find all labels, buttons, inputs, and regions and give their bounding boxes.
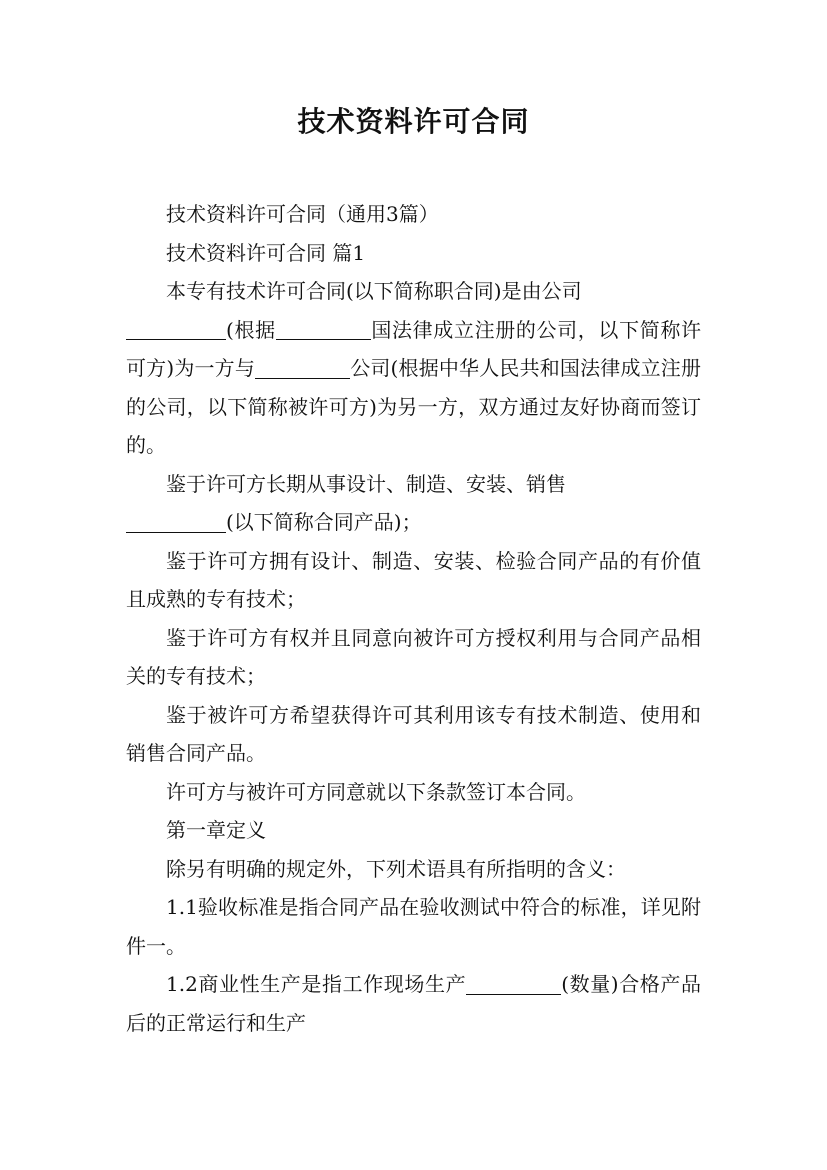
blank-line: [466, 973, 561, 995]
paragraph-license-intro: [126, 272, 701, 465]
paragraph-definitions-intro: 除另有明确的规定外，下列术语具有所指明的含义：: [166, 856, 626, 881]
definition-1-2: [126, 965, 701, 1042]
paragraph-text: 鉴于许可方长期从事设计、制造、安装、销售: [166, 471, 566, 496]
definition-1-1: 1.1验收标准是指合同产品在验收测试中符合的标准，详见附件一。: [126, 895, 701, 958]
blank-line: [276, 318, 371, 340]
paragraph-text: 公司(根据中华人民共和国法律成立注册的公司，以下简称被许可方)为另一方，双方通过友好协商而签订的。: [126, 356, 701, 457]
paragraph-whereas-3: 鉴于许可方有权并且同意向被许可方授权利用与合同产品相关的专有技术；: [126, 625, 701, 688]
blank-line: [126, 511, 226, 533]
chapter-heading: 第一章定义: [166, 818, 266, 842]
document-title: 技术资料许可合同: [297, 105, 530, 138]
document-body: [126, 195, 701, 1042]
paragraph-text: (以下简称合同产品)；: [226, 510, 422, 534]
paragraph-text: (数量)合格产品后的正常运行和生产: [126, 972, 702, 1035]
blank-line: [255, 357, 350, 379]
paragraph-whereas-1: [126, 465, 701, 542]
paragraph-text: (根据: [226, 317, 276, 342]
paragraph-text: 本专有技术许可合同(以下简称职合同)是由公司: [166, 279, 582, 303]
part-heading: 技术资料许可合同 篇1: [166, 240, 366, 265]
subtitle-line: 技术资料许可合同（通用3篇）: [166, 202, 439, 226]
paragraph-text: 1.2商业性生产是指工作现场生产: [166, 972, 467, 996]
paragraph-agreement: 许可方与被许可方同意就以下条款签订本合同。: [166, 779, 586, 804]
paragraph-whereas-2: 鉴于许可方拥有设计、制造、安装、检验合同产品的有价值且成熟的专有技术；: [126, 548, 701, 611]
paragraph-text: 国法律成立注册的公司，以下简称许可方)为一方与: [126, 317, 701, 380]
paragraph-whereas-4: 鉴于被许可方希望获得许可其利用该专有技术制造、使用和销售合同产品。: [126, 702, 701, 765]
blank-line: [126, 318, 226, 340]
